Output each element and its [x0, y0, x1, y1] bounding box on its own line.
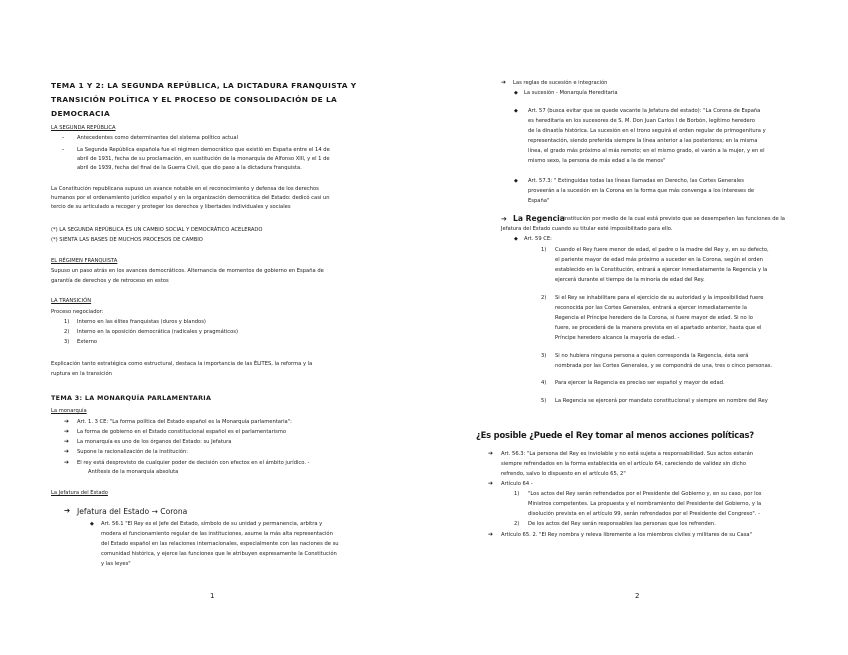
- monarquia-item-5-line-2: Antítesis de la monarquía absoluta: [88, 469, 179, 475]
- art59-item-4: Para ejercer la Regencia es preciso ser español y mayor de edad.: [555, 380, 725, 386]
- art59-item-2-line-3: Regencia el Príncipe heredero de la Corona, si fuere mayor de edad. Si no lo: [555, 315, 753, 321]
- art59-label: Art. 59 CE:: [524, 236, 552, 242]
- art59-item-3-line-1: Si no hubiera ninguna persona a quien corresponda la Regencia, ésta será: [555, 353, 749, 359]
- art59-item-2-line-5: Príncipe heredero alcance la mayoría de edad. -: [555, 335, 680, 341]
- art59-item-2-line-4: fuere, se procederá de la manera prevista en el apartado anterior, hasta que el: [555, 325, 762, 331]
- art64-label: Artículo 64 -: [501, 481, 533, 487]
- art573-line-1: Art. 57.3: " Extinguidas todas las líneas llamadas en Derecho, las Cortes Generales: [528, 178, 744, 184]
- monarquia-item-2: La forma de gobierno en el Estado constitucional español es el parlamentarismo: [77, 429, 287, 435]
- page-2: [424, 0, 848, 655]
- art59-item-1-line-4: ejercerá durante el tiempo de la minoría de edad del Rey.: [555, 277, 705, 283]
- subheading-monarquia: La monarquía: [51, 408, 87, 414]
- art59-item-number: 1): [541, 247, 547, 253]
- monarquia-item-1: Art. 1. 3 CE: "La forma política del Estado español es la Monarquía parlamentaria":: [77, 419, 292, 425]
- subheading-jefatura: La Jefatura del Estado: [51, 490, 108, 496]
- art57-line-1: Art. 57 (busca evitar que se quede vacante la Jefatura del estado): "La Corona de España: [528, 108, 761, 114]
- art64-item-1-line-3: disolución prevista en el artículo 99, serán refrendados por el Presidente del Congreso". -: [528, 511, 760, 517]
- diamond-bullet-icon: ◆: [514, 90, 518, 96]
- arrow-icon: ➔: [501, 215, 507, 223]
- regencia-label: La Regencia: [513, 214, 565, 223]
- republica-bullet-2-line-1: La Segunda República española fue el régimen democrático que existió en España entre el 14 de: [77, 147, 330, 153]
- art59-item-2-line-2: reconocida por las Cortes Generales, entrará a ejercer inmediatamente la: [555, 305, 747, 311]
- main-title-line-1: TEMA 1 Y 2: LA SEGUNDA REPÚBLICA, LA DICTADURA FRANQUISTA Y: [51, 81, 357, 90]
- arrow-icon: ➔: [488, 480, 494, 487]
- proceso-item-3: Externo: [77, 339, 98, 345]
- explicacion-paragraph-line-2: ruptura en la transición: [51, 371, 112, 377]
- question-heading: ¿Es posible ¿Puede el Rey tomar al menos acciones políticas?: [476, 430, 754, 440]
- art57-line-4: representación, siendo preferida siempre la línea anterior a las posteriores; en la misma: [528, 138, 758, 144]
- diamond-bullet-icon: ◆: [514, 178, 518, 184]
- art57-line-2: es hereditaria en los sucesores de S. M. Don Juan Carlos I de Borbón, legítimo heredero: [528, 118, 755, 124]
- section-heading-regimen-franquista: EL RÉGIMEN FRANQUISTA: [51, 258, 118, 264]
- art652-line: Artículo 65. 2. "El Rey nombra y releva libremente a los miembros civiles y militares de su Casa": [501, 532, 752, 538]
- art64-item-number: 2): [514, 521, 520, 527]
- art59-item-number: 2): [541, 295, 547, 301]
- art57-line-5: línea, el grado más próximo al más remoto; en el mismo grado, el varón a la mujer, y en el: [528, 148, 765, 154]
- diamond-bullet-icon: ◆: [514, 236, 518, 242]
- arrow-icon: ➔: [64, 438, 70, 445]
- art59-item-1-line-2: el pariente mayor de edad más próximo a suceder en la Corona, según el orden: [555, 257, 763, 263]
- art563-line-3: refrendo, salvo lo dispuesto en el artículo 65, 2": [501, 471, 626, 477]
- monarquia-item-3: La monarquía es uno de los órganos del Estado: su Jefatura: [77, 439, 232, 445]
- arrow-icon: ➔: [64, 428, 70, 435]
- art57-line-6: mismo sexo, la persona de más edad a la de menos": [528, 158, 666, 164]
- art64-item-2: De los actos del Rey serán responsables las personas que los refrenden.: [528, 521, 716, 527]
- art56-line-5: y las leyes": [101, 561, 131, 567]
- proceso-item-number: 1): [64, 319, 70, 325]
- monarquia-item-5-line-1: El rey está desprovisto de cualquier poder de decisión con efectos en el ámbito jurídico. -: [77, 460, 310, 466]
- regencia-definition-line-1: : institución por medio de la cual está previsto que se desempeñen las funciones de la: [560, 216, 785, 222]
- art59-item-1-line-1: Cuando el Rey fuere menor de edad, el padre o la madre del Rey y, en su defecto,: [555, 247, 769, 253]
- proceso-item-number: 3): [64, 339, 70, 345]
- arrow-icon: ➔: [501, 79, 507, 86]
- franquista-paragraph-line-2: garantía de derechos y de retroceso en estos: [51, 278, 169, 284]
- franquista-paragraph-line-1: Supuso un paso atrás en los avances democráticos. Alternancia de momentos de gobierno en España de: [51, 268, 324, 274]
- page-number: 1: [210, 592, 215, 600]
- art56-line-4: comunidad histórica, y ejerce las funciones que le atribuyen expresamente la Constitución: [101, 551, 337, 557]
- art59-item-2-line-1: Si el Rey se inhabilitare para el ejercicio de su autoridad y la imposibilidad fuere: [555, 295, 764, 301]
- arrow-icon: ➔: [488, 531, 494, 538]
- section-heading-segunda-republica: LA SEGUNDA REPÚBLICA: [51, 125, 116, 131]
- art563-line-2: siempre refrendados en la forma establecida en el artículo 64, careciendo de validez sin dicho: [501, 461, 747, 467]
- tema3-title: TEMA 3: LA MONARQUÍA PARLAMENTARIA: [51, 394, 212, 402]
- diamond-bullet-icon: ◆: [514, 108, 518, 114]
- art56-line-2: modera el funcionamiento regular de las instituciones, asume la más alta representación: [101, 531, 333, 537]
- art56-line-1: Art. 56.1 "El Rey es el Jefe del Estado, símbolo de su unidad y permanencia, arbitra y: [101, 521, 323, 527]
- proceso-label: Proceso negociador:: [51, 309, 104, 315]
- republica-bullet-1: Antecedentes como determinantes del sistema político actual: [77, 135, 238, 141]
- art64-item-number: 1): [514, 491, 520, 497]
- art59-item-5: La Regencia se ejercerá por mandato constitucional y siempre en nombre del Rey: [555, 398, 768, 404]
- arrow-icon: ➔: [64, 448, 70, 455]
- diamond-bullet-icon: ◆: [90, 521, 94, 527]
- constitucion-paragraph-line-1: La Constitución republicana supuso un avance notable en el reconocimiento y defensa de los derechos: [51, 186, 319, 192]
- sucesion-label: La sucesión - Monarquía Hereditaria: [524, 90, 618, 96]
- republica-bullet-2-line-2: abril de 1931, fecha de su proclamación, en sustitución de la monarquía de Alfonso XIII, y el 1 de: [77, 156, 330, 162]
- reglas-sucesion-label: Las reglas de sucesión e integración: [513, 80, 608, 86]
- art59-item-3-line-2: nombrada por las Cortes Generales, y se compondrá de una, tres o cinco personas.: [555, 363, 773, 369]
- art57-line-3: de la dinastía histórica. La sucesión en el trono seguirá el orden regular de primogenitura y: [528, 128, 766, 134]
- art59-item-number: 3): [541, 353, 547, 359]
- art563-line-1: Art. 56.3: "La persona del Rey es inviolable y no está sujeta a responsabilidad. Sus actos estarán: [501, 451, 754, 457]
- republica-bullet-2-line-3: abril de 1939, fecha del final de la Guerra Civil, que dio paso a la dictadura franquista.: [77, 165, 302, 171]
- note-line-1: (*) LA SEGUNDA REPÚBLICA ES UN CAMBIO SOCIAL Y DEMOCRÁTICO ACELERADO: [51, 227, 263, 233]
- proceso-item-number: 2): [64, 329, 70, 335]
- art59-item-number: 5): [541, 398, 547, 404]
- proceso-item-1: Interno en las élites franquistas (duros y blandos): [77, 319, 206, 325]
- monarquia-item-4: Supone la racionalización de la institución:: [77, 449, 189, 455]
- art64-item-1-line-2: Ministros competentes. La propuesta y el nombramiento del Presidente del Gobierno, y la: [528, 501, 762, 507]
- arrow-icon: ➔: [64, 506, 71, 515]
- art59-item-1-line-3: establecido en la Constitución, entrará a ejercer inmediatamente la Regencia y la: [555, 267, 768, 273]
- proceso-item-2: Interno en la oposición democrática (radicales y pragmáticos): [77, 329, 238, 335]
- main-title-line-3: DEMOCRACIA: [51, 109, 111, 118]
- dash-marker: -: [62, 134, 65, 141]
- explicacion-paragraph-line-1: Explicación tanto estratégica como estructural, destaca la importancia de las ÉLITES, la reforma y la: [51, 361, 313, 367]
- section-heading-transicion: LA TRANSICIÓN: [51, 298, 92, 304]
- constitucion-paragraph-line-2: humanos por el ordenamiento jurídico español y en la organización democrática del Estado: dedicó casi un: [51, 195, 330, 201]
- jefatura-corona-label: Jefatura del Estado → Corona: [77, 507, 188, 516]
- dash-marker: -: [62, 146, 65, 153]
- art56-line-3: del Estado español en las relaciones internacionales, especialmente con las naciones de su: [101, 541, 339, 547]
- arrow-icon: ➔: [64, 418, 70, 425]
- art59-item-number: 4): [541, 380, 547, 386]
- arrow-icon: ➔: [488, 450, 494, 457]
- regencia-definition-line-2: Jefatura del Estado cuando su titular esté imposibilitado para ello.: [501, 226, 673, 232]
- page-number: 2: [635, 592, 640, 600]
- note-line-2: (*) SIENTA LAS BASES DE MUCHOS PROCESOS DE CAMBIO: [51, 237, 203, 243]
- main-title-line-2: TRANSICIÓN POLÍTICA Y EL PROCESO DE CONSOLIDACIÓN DE LA: [51, 95, 338, 104]
- constitucion-paragraph-line-3: tercio de su articulado a recoger y proteger los derechos y libertades individuales y sociales: [51, 204, 291, 210]
- arrow-icon: ➔: [64, 459, 70, 466]
- art64-item-1-line-1: "Los actos del Rey serán refrendados por el Presidente del Gobierno y, en su caso, por los: [528, 491, 762, 497]
- art573-line-3: España": [528, 198, 550, 204]
- art573-line-2: proveerán a la sucesión en la Corona en la forma que más convenga a los intereses de: [528, 188, 755, 194]
